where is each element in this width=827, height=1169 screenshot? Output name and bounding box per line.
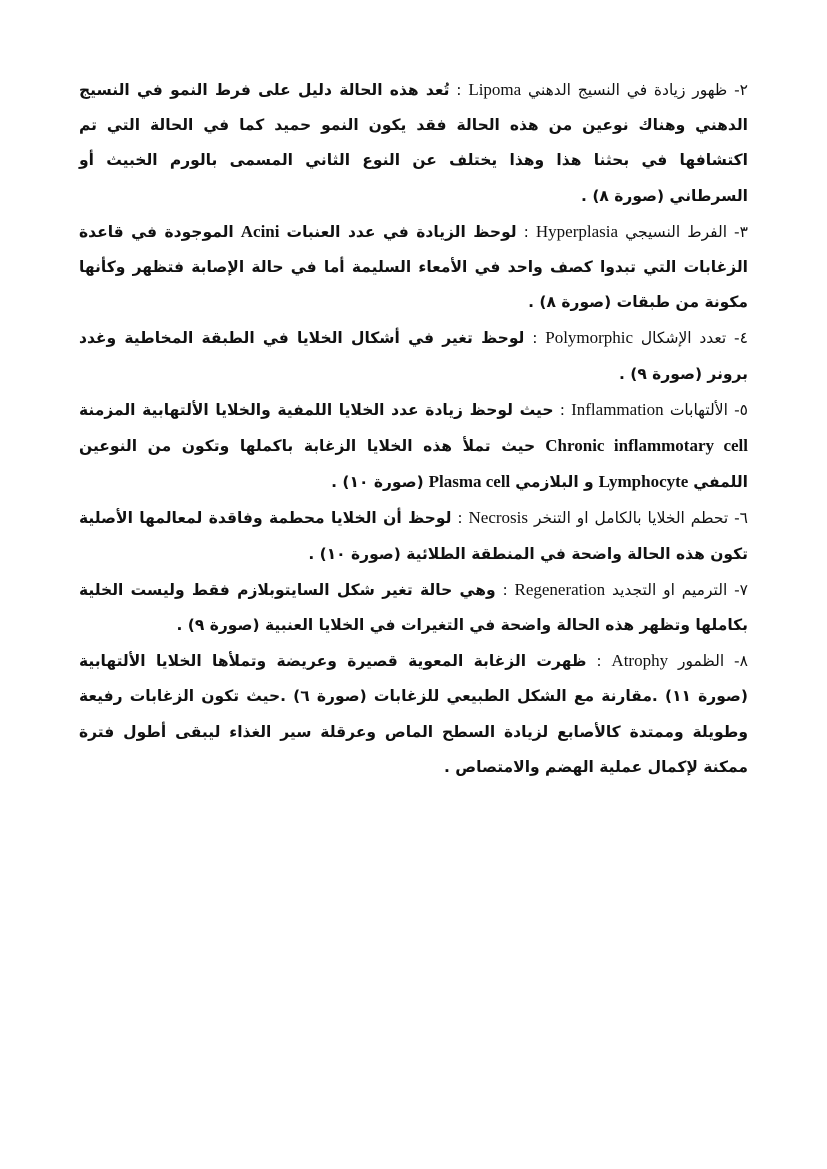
paragraph-regeneration: [79, 572, 748, 643]
term-english: Necrosis: [468, 508, 528, 528]
inline-english-term: Acini: [240, 221, 280, 241]
item-number: ٧-: [734, 580, 748, 599]
item-number: ٨-: [734, 652, 748, 671]
term-english: Lipoma: [468, 80, 522, 99]
paragraph-polymorphic: [79, 320, 748, 391]
paragraph-body: وهي حالة تغير شكل السايتوبلازم فقط وليست الخلية بكاملها وتظهر هذه الحالة واضحة في التغيرات في الخلايا العنبية (صورة ٩) .: [79, 580, 748, 635]
item-number: ٥-: [734, 400, 748, 419]
term-separator: :: [532, 329, 538, 348]
term-separator: :: [559, 400, 565, 419]
paragraph-body: تُعد هذه الحالة دليل على فرط النمو في النسيج الدهني وهناك نوعين من هذه الحالة فقد يكون النمو حميد كما في الحالة التي تم اكتشافها في بحثنا هذا وهذا يختلف عن النوع الثاني المسمى بالورم الخبيث أو السرطاني (صورة ٨) .: [79, 81, 748, 205]
document-page: [79, 72, 748, 785]
term-english: Polymorphic: [545, 328, 634, 348]
paragraph-body: حيث تملأ هذه الخلايا الزغابة باكملها وتكون من النوعين اللمفي: [79, 437, 748, 492]
term-arabic: تعدد الإشكال: [640, 329, 727, 348]
paragraph-body: ظهرت الزغابة المعوية قصيرة وعريضة وتملأها الخلايا الألتهابية (صورة ١١) .مقارنة مع الشكل الطبيعي للزغابات (صورة ٦) .حيث تكون الزغابات رفيعة وطويلة وممتدة كالأصابع لزيادة السطح الماص وعرقلة سير الغذاء ليبقى أطول فترة ممكنة لإكمال عملية الهضم والامتصاص .: [79, 652, 748, 776]
paragraph-body: لوحظ أن الخلايا محطمة وفاقدة لمعالمها الأصلية تكون هذه الحالة واضحة في المنطقة الطلائية (صورة ١٠) .: [79, 509, 748, 563]
inline-english-term: Chronic inflammotary cell: [545, 436, 749, 456]
term-arabic: الترميم او التجديد: [611, 580, 728, 599]
paragraph-atrophy: [79, 643, 748, 785]
paragraph-necrosis: [79, 500, 748, 571]
term-english: Atrophy: [611, 651, 669, 671]
term-separator: :: [523, 222, 529, 241]
paragraph-inflammation: [79, 392, 748, 501]
paragraph-hyperplasia: [79, 214, 748, 321]
item-number: ٤-: [734, 329, 748, 348]
item-number: ٦-: [734, 509, 748, 528]
item-number: ٣-: [734, 222, 748, 241]
term-english: Regeneration: [514, 579, 606, 599]
term-arabic: الألتهابات: [669, 400, 728, 419]
term-english: Inflammation: [571, 399, 664, 419]
term-separator: :: [596, 652, 602, 671]
term-english: Hyperplasia: [535, 221, 619, 241]
term-arabic: الفرط النسيجي: [625, 222, 727, 241]
paragraph-body: لوحظ الزيادة في عدد العنبات: [286, 222, 517, 241]
term-arabic: تحطم الخلايا بالكامل او التنخر: [533, 509, 729, 528]
item-number: ٢-: [734, 81, 748, 99]
term-arabic: الظمور: [677, 652, 725, 671]
inline-english-term: Plasma cell: [428, 472, 511, 492]
inline-english-term: Lymphocyte: [598, 472, 689, 492]
paragraph-body: (صورة ١٠) .: [331, 473, 424, 492]
paragraph-body: و البلازمي: [515, 473, 594, 492]
paragraph-body: لوحظ تغير في أشكال الخلايا في الطبقة المخاطية وغدد برونر (صورة ٩) .: [79, 329, 748, 383]
term-separator: :: [502, 580, 508, 599]
paragraph-lipoma: [79, 72, 748, 214]
paragraph-body: الموجودة في قاعدة الزغابات التي تبدوا كصف واحد في الأمعاء السليمة أما في حالة الإصابة فتظهر وكأنها مكونة من طبقات (صورة ٨) .: [79, 222, 748, 312]
term-separator: :: [456, 81, 462, 99]
paragraph-body: حيث لوحظ زيادة عدد الخلايا اللمفية والخلايا الألتهابية المزمنة: [79, 400, 554, 419]
term-separator: :: [457, 509, 463, 528]
term-arabic: ظهور زيادة في النسيج الدهني: [528, 81, 728, 99]
